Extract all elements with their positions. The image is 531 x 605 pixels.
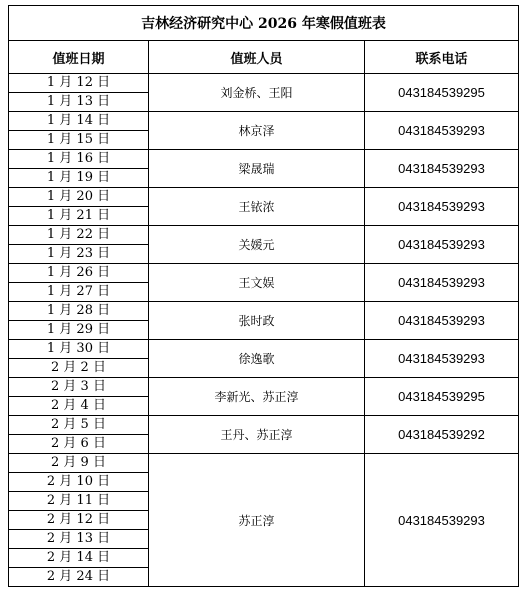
person-cell: 李新光、苏正淳 [149, 378, 365, 416]
table-row [9, 454, 519, 473]
phone-cell: 043184539295 [365, 378, 519, 416]
date-cell: 2 月 14 日 [9, 549, 149, 568]
phone-cell: 043184539293 [365, 188, 519, 226]
person-cell: 王铱浓 [149, 188, 365, 226]
header-date: 值班日期 [9, 41, 149, 74]
date-cell: 1 月 16 日 [9, 150, 149, 169]
date-cell: 2 月 3 日 [9, 378, 149, 397]
table-row [9, 264, 519, 283]
phone-cell: 043184539293 [365, 226, 519, 264]
person-cell: 梁晟瑞 [149, 150, 365, 188]
table-title: 吉林经济研究中心 2026 年寒假值班表 [9, 6, 519, 41]
header-phone: 联系电话 [365, 41, 519, 74]
table-row [9, 74, 519, 93]
phone-cell: 043184539293 [365, 340, 519, 378]
date-cell: 1 月 12 日 [9, 74, 149, 93]
date-cell: 2 月 13 日 [9, 530, 149, 549]
phone-cell: 043184539293 [365, 454, 519, 587]
date-cell: 2 月 4 日 [9, 397, 149, 416]
table-row [9, 378, 519, 397]
person-cell: 苏正淳 [149, 454, 365, 587]
date-cell: 2 月 10 日 [9, 473, 149, 492]
person-cell: 王文娱 [149, 264, 365, 302]
table-row [9, 188, 519, 207]
date-cell: 1 月 27 日 [9, 283, 149, 302]
table-row [9, 340, 519, 359]
date-cell: 1 月 23 日 [9, 245, 149, 264]
table-row [9, 226, 519, 245]
schedule-body [9, 74, 519, 587]
person-cell: 王丹、苏正淳 [149, 416, 365, 454]
person-cell: 张时政 [149, 302, 365, 340]
date-cell: 1 月 30 日 [9, 340, 149, 359]
date-cell: 1 月 22 日 [9, 226, 149, 245]
person-cell: 徐逸歌 [149, 340, 365, 378]
table-row [9, 150, 519, 169]
phone-cell: 043184539293 [365, 150, 519, 188]
phone-cell: 043184539292 [365, 416, 519, 454]
date-cell: 2 月 11 日 [9, 492, 149, 511]
date-cell: 2 月 5 日 [9, 416, 149, 435]
duty-schedule-table [8, 5, 519, 587]
date-cell: 2 月 24 日 [9, 568, 149, 587]
table-row [9, 416, 519, 435]
phone-cell: 043184539293 [365, 302, 519, 340]
phone-cell: 043184539293 [365, 112, 519, 150]
date-cell: 2 月 2 日 [9, 359, 149, 378]
date-cell: 2 月 6 日 [9, 435, 149, 454]
person-cell: 刘金桥、王阳 [149, 74, 365, 112]
person-cell: 林京泽 [149, 112, 365, 150]
title-row [9, 6, 519, 41]
date-cell: 2 月 12 日 [9, 511, 149, 530]
phone-cell: 043184539293 [365, 264, 519, 302]
date-cell: 1 月 29 日 [9, 321, 149, 340]
date-cell: 1 月 26 日 [9, 264, 149, 283]
phone-cell: 043184539295 [365, 74, 519, 112]
date-cell: 2 月 9 日 [9, 454, 149, 473]
header-person: 值班人员 [149, 41, 365, 74]
date-cell: 1 月 28 日 [9, 302, 149, 321]
person-cell: 关媛元 [149, 226, 365, 264]
header-row [9, 41, 519, 74]
date-cell: 1 月 13 日 [9, 93, 149, 112]
table-row [9, 112, 519, 131]
date-cell: 1 月 20 日 [9, 188, 149, 207]
date-cell: 1 月 15 日 [9, 131, 149, 150]
date-cell: 1 月 14 日 [9, 112, 149, 131]
date-cell: 1 月 21 日 [9, 207, 149, 226]
table-row [9, 302, 519, 321]
date-cell: 1 月 19 日 [9, 169, 149, 188]
